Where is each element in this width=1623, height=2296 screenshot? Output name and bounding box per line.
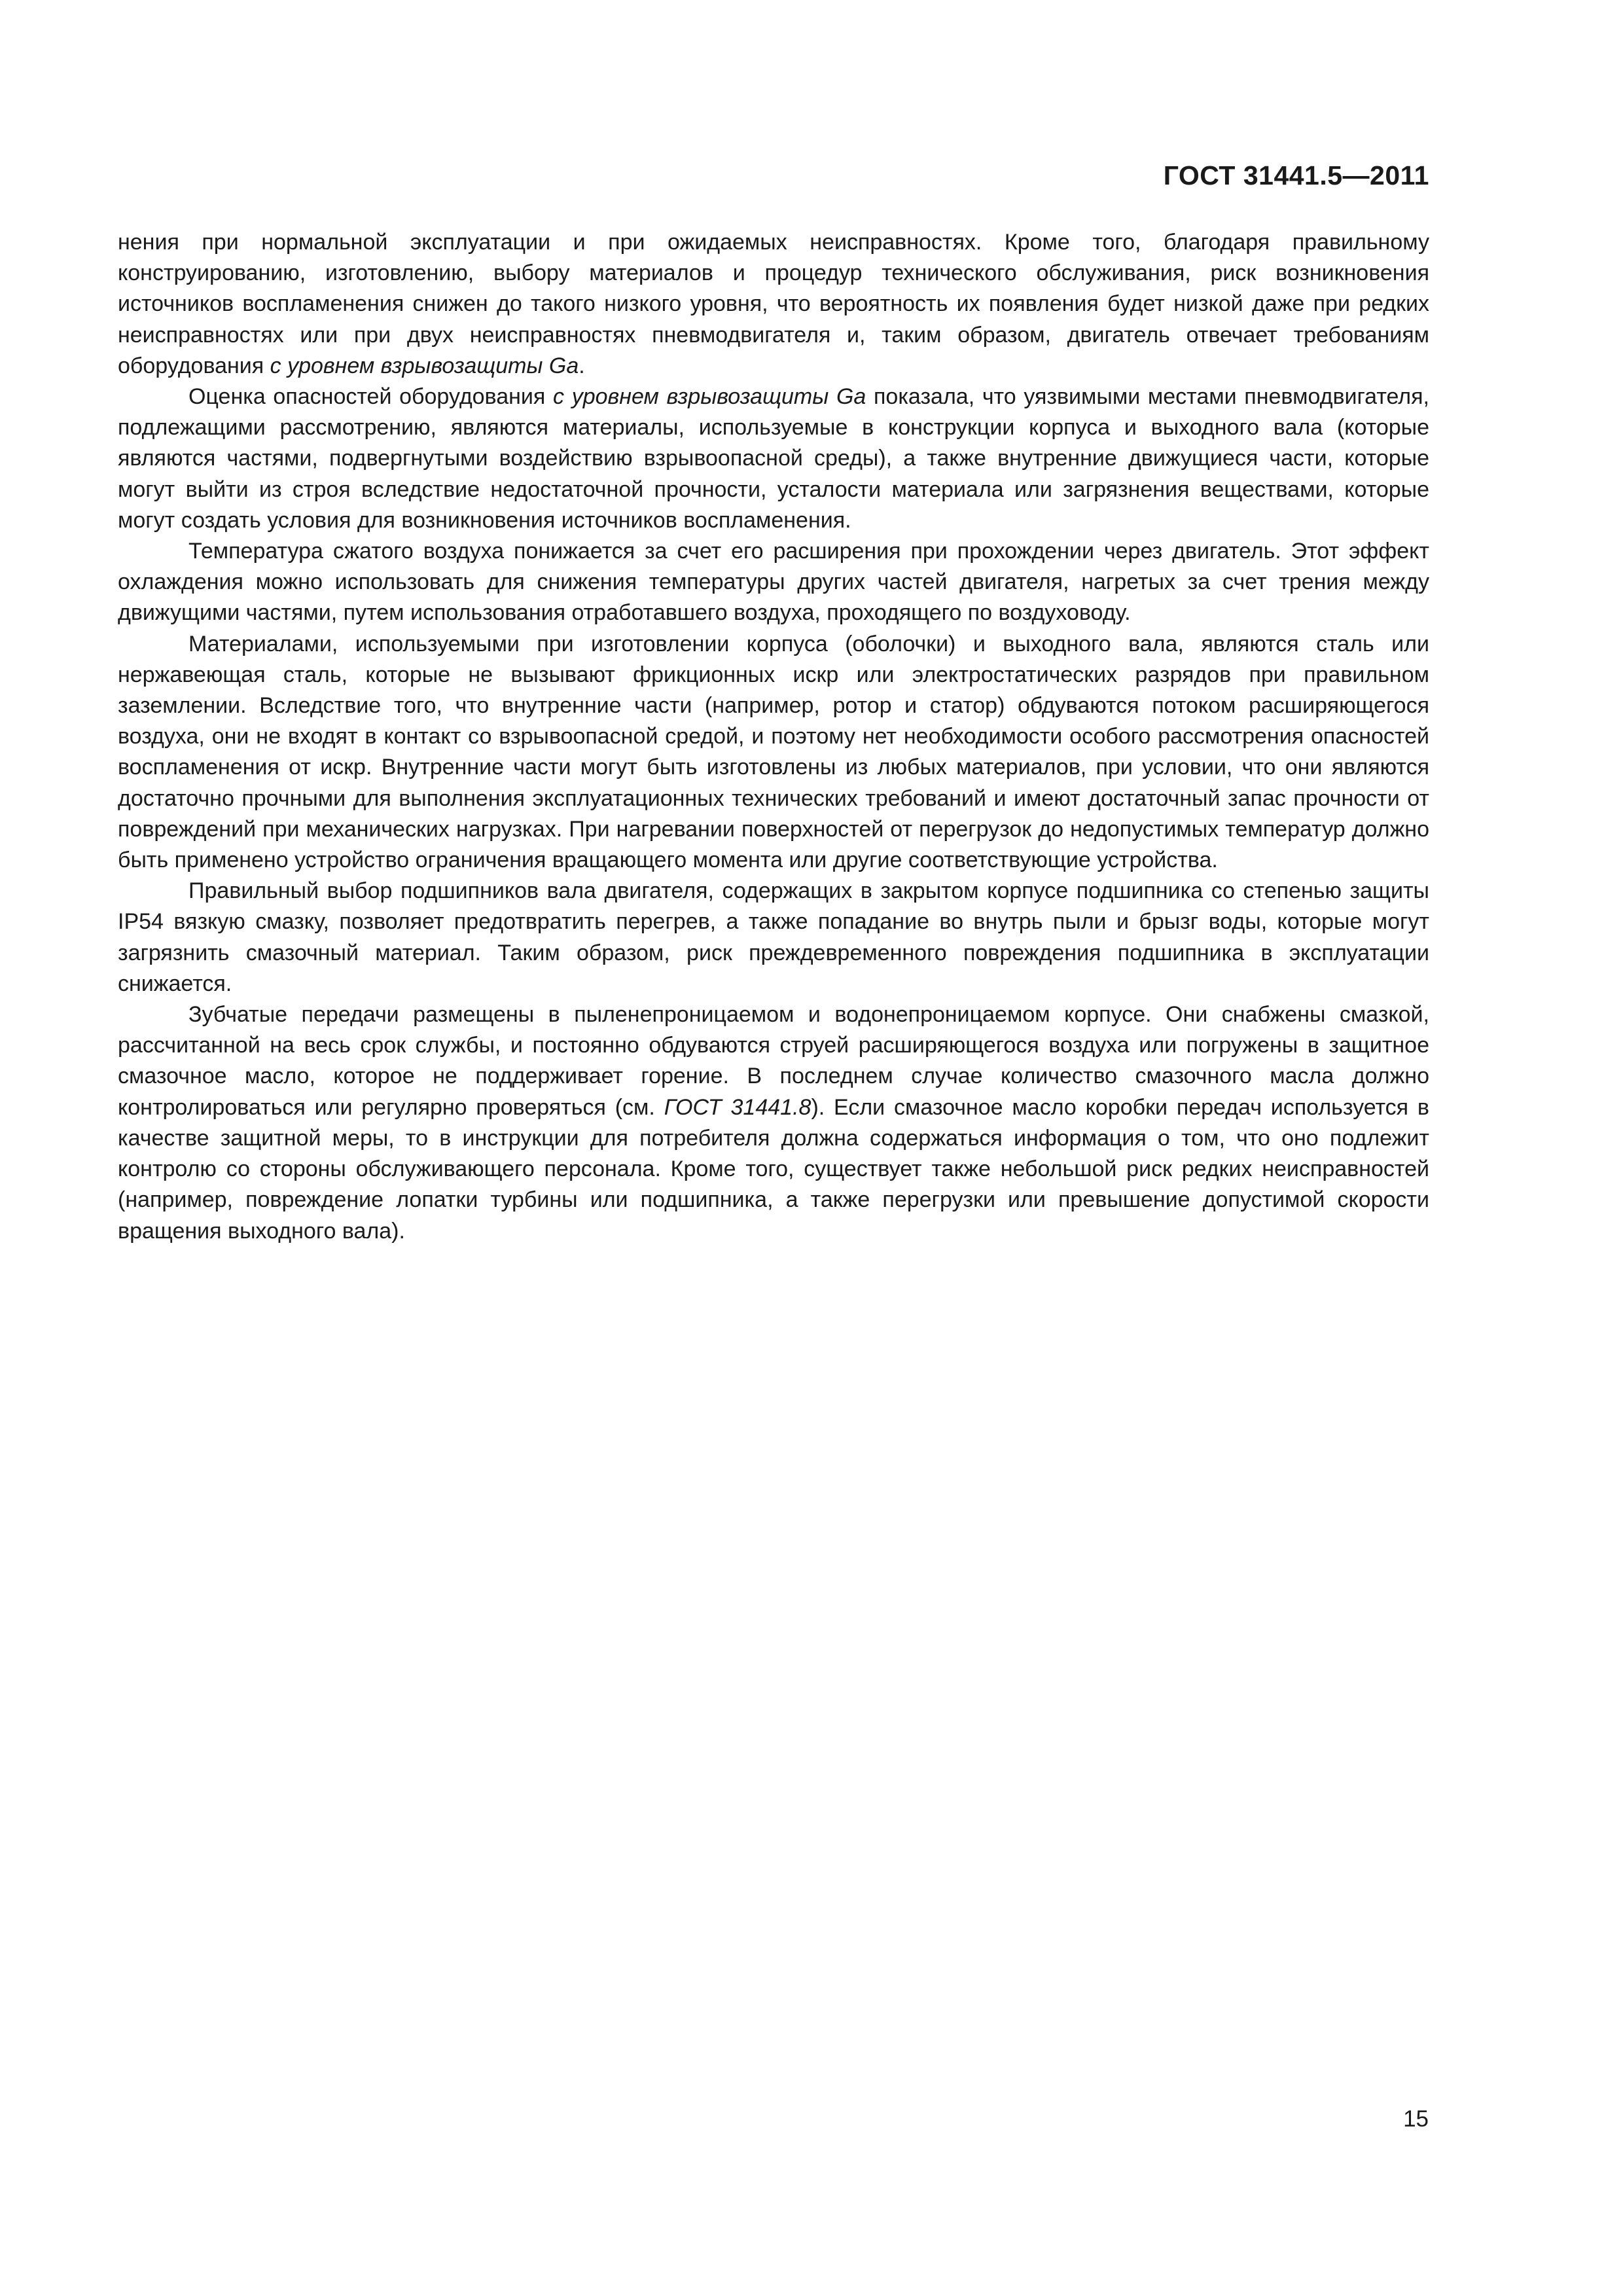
text-run: ). Если смазочное масло коробки передач используется в качестве защитной меры, то в инструкции для потребителя должна содержаться информация о том, что оно подлежит контролю со стороны обслуживающего персонала. Кроме того, существует также небольшой риск редких неисправностей (например, повреждение лопатки турбины или подшипника, а также перегрузки или превышение допустимой скорости вращения выходного вала). [118,1094,1429,1244]
paragraph-air-temperature [118,536,1429,629]
paragraph-gears [118,999,1429,1247]
text-run: показала, что уязвимыми местами пневмодвигателя, подлежащими рассмотрению, являются материалы, используемые в конструкции корпуса и выходного вала (которые являются частями, подвергнутыми воздействию взрывоопасной среды), а также внутренние движущиеся части, которые могут выйти из строя вследствие недостаточной прочности, усталости материала или загрязнения веществами, которые могут создать условия для возникновения источников воспламенения. [118,384,1429,533]
text-run: Температура сжатого воздуха понижается за счет его расширения при прохождении через двигатель. Этот эффект охлаждения можно использовать для снижения температуры других частей двигателя, нагретых за счет трения между движущими частями, путем использования отработавшего воздуха, проходящего по воздуховоду. [118,539,1429,626]
paragraph-bearings [118,876,1429,999]
text-run: Оценка опасностей оборудования [188,384,554,410]
text-run: . [579,353,585,378]
text-run: Правильный выбор подшипников вала двигателя, содержащих в закрытом корпусе подшипника со степенью защиты IP54 вязкую смазку, позволяет предотвратить перегрев, а также попадание во внутрь пыли и брызг воды, которые могут загрязнить смазочный материал. Таким образом, риск преждевременного повреждения подшипника в эксплуатации снижается. [118,878,1429,996]
body-text [118,227,1429,1247]
italic-run: с уровнем взрывозащиты Ga [553,384,866,410]
document-header: ГОСТ 31441.5—2011 [1163,160,1429,190]
page-number: 15 [1403,2106,1429,2132]
text-run: нения при нормальной эксплуатации и при ожидаемых неисправностях. Кроме того, благодаря правильному конструированию, изготовлению, выбору материалов и процедур технического обслуживания, риск возникновения источников воспламенения снижен до такого низкого уровня, что вероятность их появления будет низкой даже при редких неисправностях или при двух неисправностях пневмодвигателя и, таким образом, двигатель отвечает требованиям оборудования [118,230,1429,378]
paragraph-hazard-assessment [118,382,1429,536]
paragraph-continuation [118,227,1429,382]
paragraph-materials [118,629,1429,876]
italic-run: ГОСТ 31441.8 [664,1094,812,1120]
text-run: Материалами, используемыми при изготовлении корпуса (оболочки) и выходного вала, являются сталь или нержавеющая сталь, которые не вызывают фрикционных искр или электростатических разрядов при правильном заземлении. Вследствие того, что внутренние части (например, ротор и статор) обдуваются потоком расширяющегося воздуха, они не входят в контакт со взрывоопасной средой, и поэтому нет необходимости особого рассмотрения опасностей воспламенения от искр. Внутренние части могут быть изготовлены из любых материалов, при условии, что они являются достаточно прочными для выполнения эксплуатационных технических требований и имеют достаточный запас прочности от повреждений при механических нагрузках. При нагревании поверхностей от перегрузок до недопустимых температур должно быть применено устройство ограничения вращающего момента или другие соответствующие устройства. [118,631,1429,873]
italic-run: с уровнем взрывозащиты Ga [270,353,579,378]
text-run: Зубчатые передачи размещены в пыленепроницаемом и водонепроницаемом корпусе. Они снабжены смазкой, рассчитанной на весь срок службы, и постоянно обдуваются струей расширяющегося воздуха или погружены в защитное смазочное масло, которое не поддерживает горение. В последнем случае количество смазочного масла должно контролироваться или регулярно проверяться (см. [118,1002,1429,1120]
